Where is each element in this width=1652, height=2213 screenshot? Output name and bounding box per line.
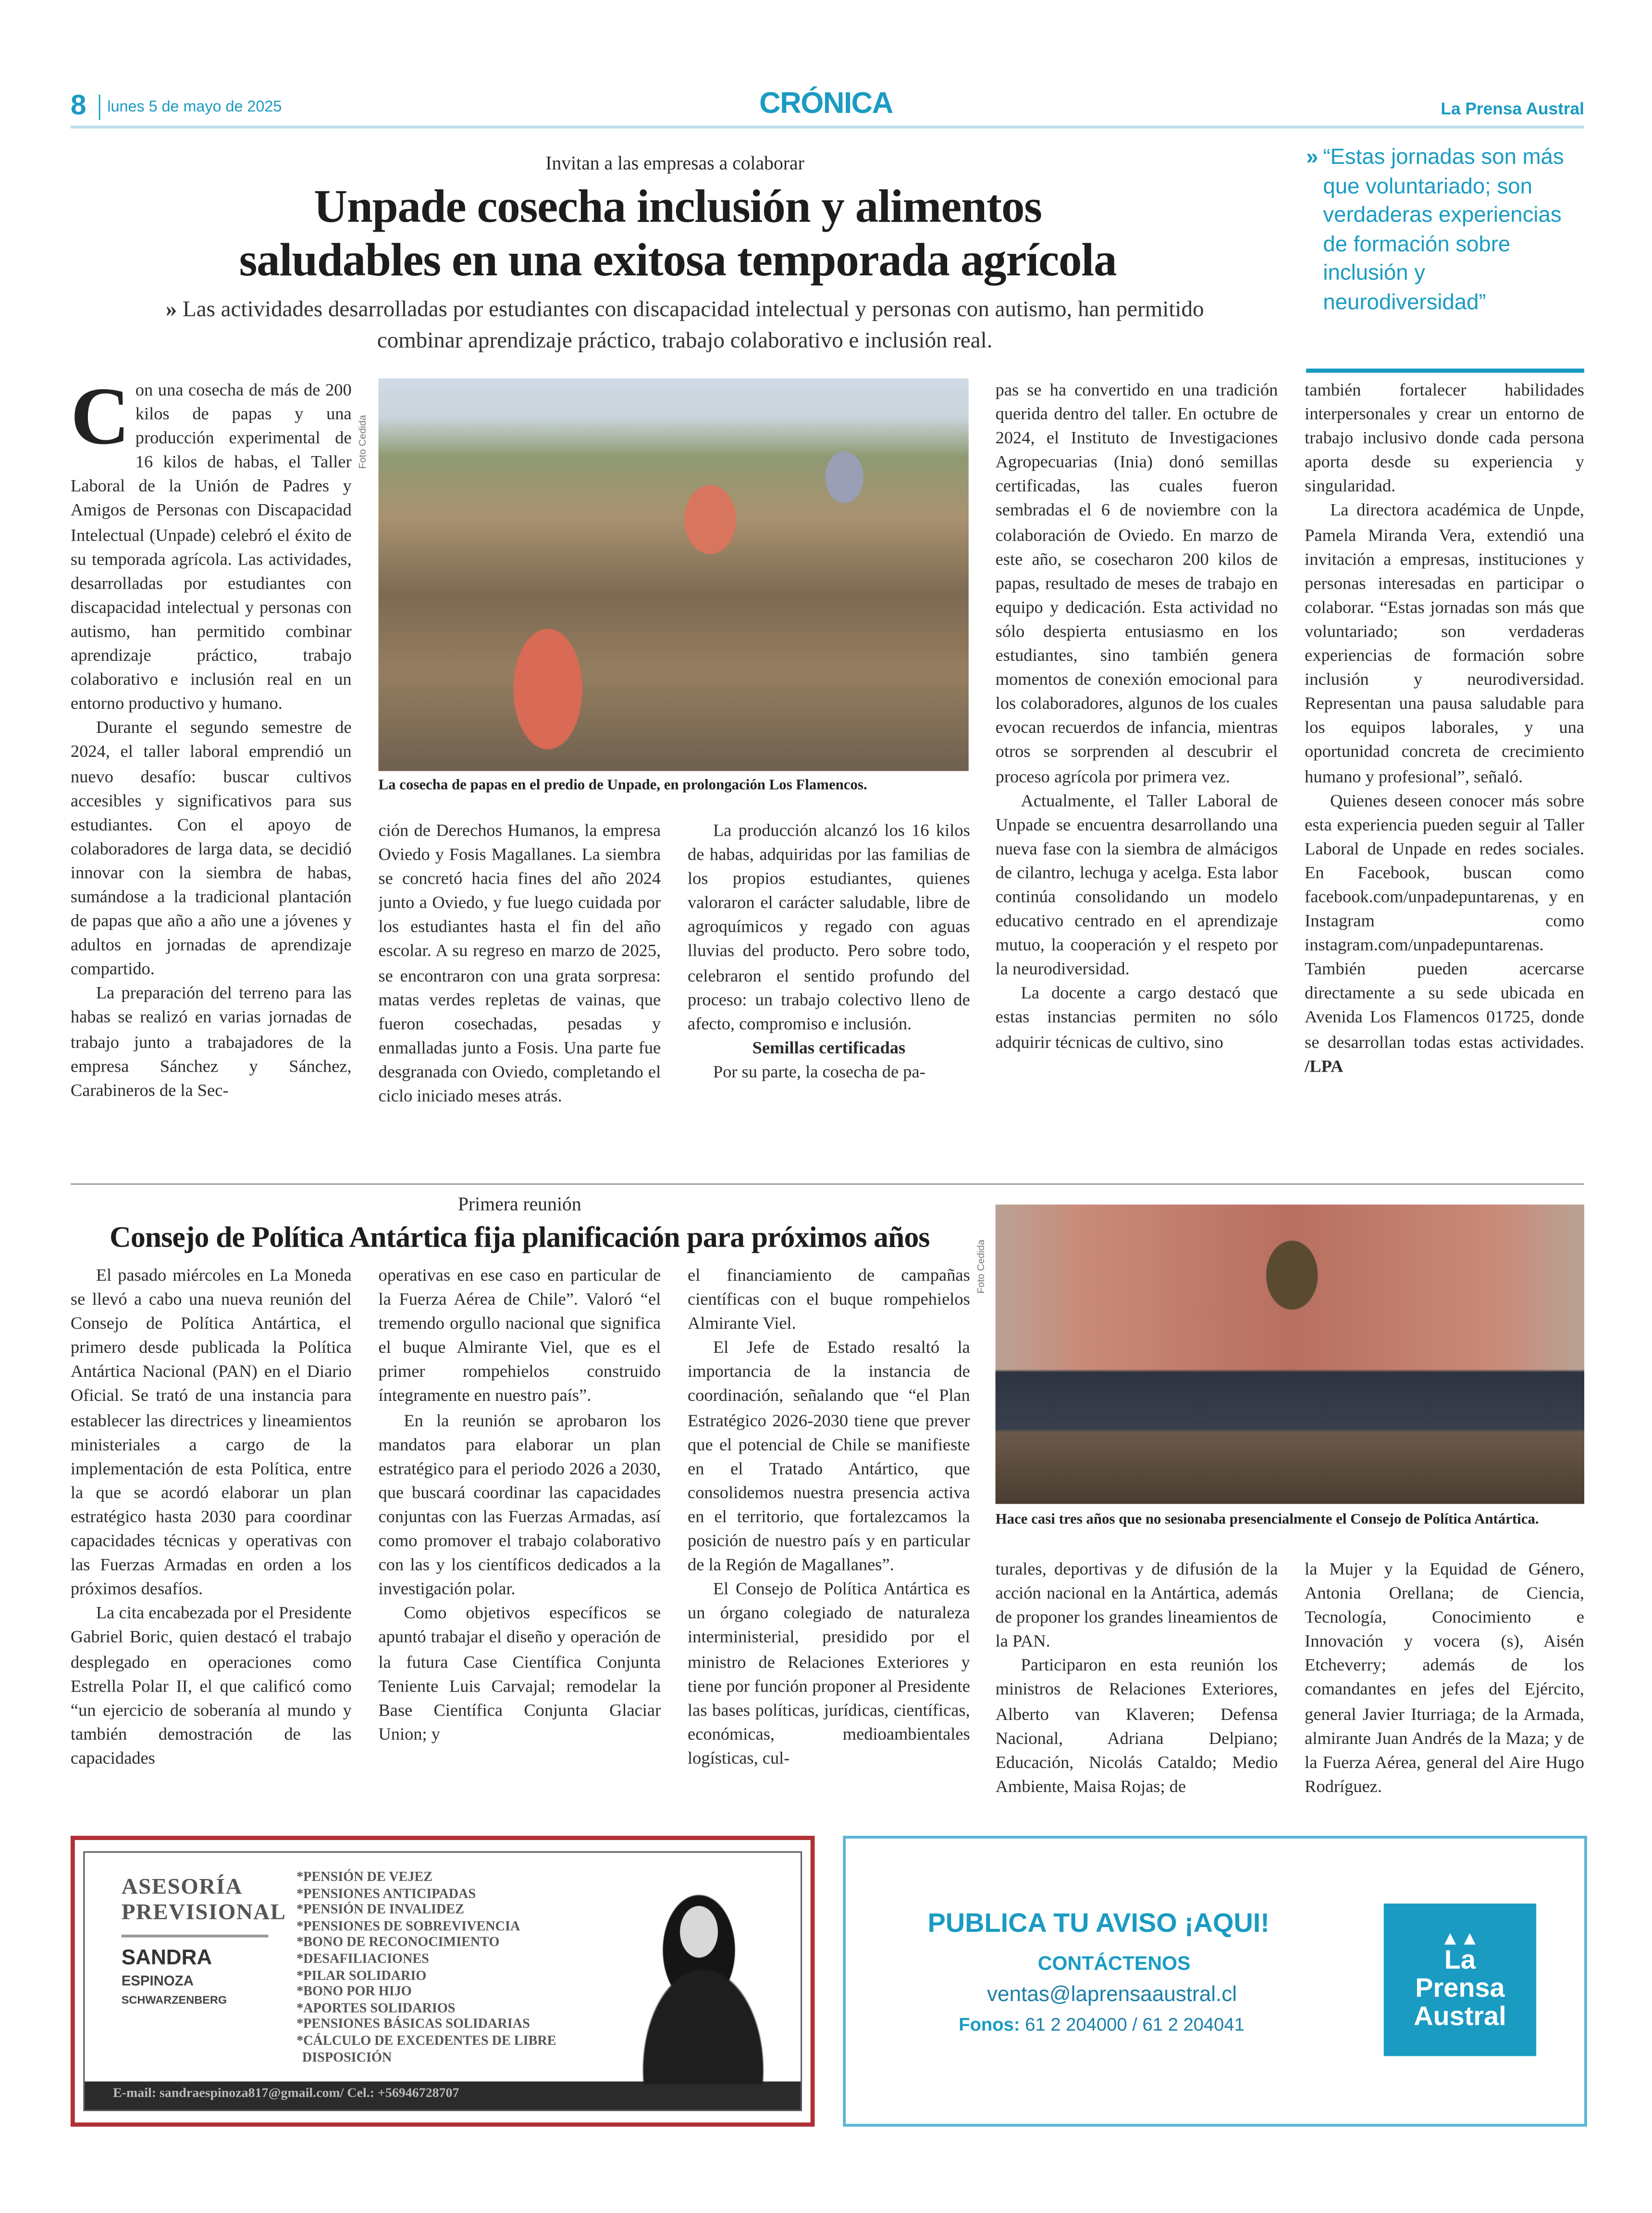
headline-line-2: saludables en una exitosa temporada agrícola: [239, 235, 1117, 287]
paragraph: El Consejo de Política Antártica es un órgano colegiado de naturaleza interministerial, presidido por el ministro de Relaciones Exteriores y tiene por función proponer al Presidente las bases políticas, jurídicas, científicas, económicas, medioambientales logísticas, cul-: [688, 1579, 970, 1768]
phone-numbers: 61 2 204000 / 61 2 204041: [1025, 2014, 1245, 2035]
logo-text: Austral: [1414, 2002, 1506, 2032]
paragraph: Como objetivos específicos se apuntó trabajar el diseño y operación de la futura Case Científica Conjunta Teniente Luis Carvajal; remodelar la Base Científica Conjunta Glaciar Union; y: [378, 1603, 661, 1744]
paragraph: on una cosecha de más de 200 kilos de papas y una producción experimental de 16 kilos de habas, el Taller Laboral de la Unión de Padres y Amigos de Personas con Discapacidad Intelectual (Unpade) celebró el éxito de su temporada agrícola. Las actividades, desarrolladas por estudiantes con discapacidad intelectual y personas con autismo, han permitido combinar aprendizaje práctico, trabajo colaborativo e inclusión real en un entorno productivo y humano.: [70, 380, 352, 714]
pull-quote: [1306, 144, 1581, 318]
pull-quote-rule: [1306, 369, 1584, 373]
ad-rule: [122, 1935, 269, 1938]
article1-headline: [85, 181, 1270, 288]
service-item: DISPOSICIÓN: [302, 2050, 392, 2065]
article2-column-4: [996, 1558, 1278, 1815]
paragraph: La directora académica de Unpde, Pamela Miranda Vera, extendió una invitación a empresas, instituciones y personas interesadas en participar o colaborar. “Estas jornadas son más que voluntariado; son verdaderas experiencias de formación sobre inclusión y neurodiversidad. Representan una pausa saludable para los equipos laborales, y una oportunidad concreta de crecimiento humano y profesional”, señaló.: [1305, 500, 1584, 786]
paragraph: también fortalecer habilidades interpersonales y crear un entorno de trabajo inclusivo donde cada persona aporta desde su experiencia y singularidad.: [1305, 380, 1584, 496]
headline-line-1: Unpade cosecha inclusión y alimentos: [314, 182, 1042, 233]
ad-email[interactable]: ventas@laprensaaustral.cl: [987, 1982, 1237, 2007]
paragraph: En la reunión se aprobaron los mandatos para elaborar un plan estratégico para el periodo 2026 a 2030, que buscará coordinar las capacidades conjuntas con las Fuerzas Armadas, así como promover el trabajo colaborativo con las y los científicos dedicados a la investigación polar.: [378, 1410, 661, 1599]
service-item: *APORTES SOLIDARIOS: [296, 2001, 456, 2016]
deck-text: Las actividades desarrolladas por estudiantes con discapacidad intelectual y personas con autismo, han permitido combinar aprendizaje práctico, trabajo colaborativo e inclusión real.: [183, 298, 1204, 353]
la-prensa-austral-logo: [1384, 1904, 1536, 2056]
paragraph: el financiamiento de campañas científicas con el buque rompehielos Almirante Viel.: [688, 1265, 970, 1334]
paragraph: turales, deportivas y de difusión de la acción nacional en la Antártica, además de proponer los grandes lineamientos de la PAN.: [995, 1559, 1278, 1651]
drop-cap: C: [70, 378, 130, 462]
page-number: 8: [70, 90, 86, 122]
ad-contact: E-mail: sandraespinoza817@gmail.com/ Cel.: +56946728707: [113, 2087, 459, 2102]
ad-title-line: PREVISIONAL: [121, 1901, 286, 1925]
ad-contact-bar: [85, 2081, 801, 2110]
services-list: [296, 1870, 600, 2066]
service-item: *PENSIÓN DE VEJEZ: [296, 1869, 433, 1885]
paragraph: Participaron en esta reunión los ministros de Relaciones Exteriores, Alberto van Klaveren; Defensa Nacional, Adriana Delpiano; Educación, Nicolás Cataldo; Medio Ambiente, Maisa Rojas; de: [995, 1656, 1278, 1796]
header-separator: [99, 95, 100, 120]
article2-column-2: [379, 1264, 661, 1815]
article1-kicker: Invitan a las empresas a colaborar: [545, 152, 804, 174]
logo-text: La: [1444, 1946, 1476, 1976]
paragraph: operativas en ese caso en particular de la Fuerza Aérea de Chile”. Valoró “el tremendo orgullo nacional que significa el buque Almirante Viel, que es el primer rompehielos construido íntegramente en nuestro país”.: [378, 1265, 661, 1406]
paragraph: La producción alcanzó los 16 kilos de habas, adquiridas por las familias de los propios estudiantes, quienes valoraron el carácter saludable, libre de agroquímicos y regado con aguas lluvias del producto. Pero sobre todo, celebraron el sentido profundo del proceso: un trabajo colectivo lleno de afecto, compromiso e inclusión.: [688, 820, 970, 1034]
article2-headline: Consejo de Política Antártica fija planificación para próximos años: [110, 1220, 930, 1254]
article1-column-3: [688, 819, 970, 1169]
paragraph: El Jefe de Estado resaltó la importancia de la instancia de coordinación, señalando que “el Plan Estratégico 2026-2030 tiene que prever que el potencial de Chile se manifieste en el Tratado Antártico, que consolidemos nuestra presencia activa en el territorio, que fortalezcamos la posición de nuestro país y en particular de la Región de Magallanes”.: [688, 1337, 970, 1575]
advisor-surname-2: SCHWARZENBERG: [121, 1994, 227, 2007]
subheading: Semillas certificadas: [752, 1038, 906, 1058]
brand-name: La Prensa Austral: [1441, 99, 1584, 119]
logo-text: Prensa: [1415, 1974, 1505, 2004]
ad-title-line: ASESORÍA: [121, 1875, 243, 1900]
paragraph: Actualmente, el Taller Laboral de Unpade se encuentra desarrollando una nueva fase con la siembra de almácigos de cilantro, lechuga y acelga. Esta labor continúa consolidando un modelo educativo centrado en el aprendizaje mutuo, la cooperación y el respeto por la neurodiversidad.: [995, 790, 1278, 979]
service-item: *PENSIÓN DE INVALIDEZ: [296, 1902, 464, 1918]
paragraph: La preparación del terreno para las habas se realizó en varias jornadas de trabajo junto a trabajadores de la empresa Sánchez y Sánchez, Carabineros de la Sec-: [70, 983, 352, 1100]
article2-column-1: [71, 1264, 352, 1815]
article1-column-2: [379, 819, 661, 1169]
ad-title: [122, 1875, 286, 1926]
pull-quote-text: “Estas jornadas son más que voluntariado; son verdaderas experiencias de formación sobre inclusión y neurodiversidad”: [1323, 145, 1564, 314]
service-item: *PENSIONES ANTICIPADAS: [296, 1886, 476, 1902]
service-item: *BONO POR HIJO: [296, 1984, 412, 2000]
section-title: CRÓNICA: [759, 87, 893, 120]
article2-column-3: [688, 1264, 970, 1815]
article1-column-5: [1305, 379, 1584, 1170]
paragraph: Por su parte, la cosecha de pa-: [713, 1062, 925, 1082]
service-item: *PILAR SOLIDARIO: [296, 1967, 427, 1984]
article-divider: [71, 1183, 1584, 1185]
paragraph: La cita encabezada por el Presidente Gabriel Boric, quien destacó el trabajo desplegado en operaciones como Estrella Polar II, el que calificó como “un ejercicio de soberanía al mundo y también demostración de las capacidades: [70, 1603, 352, 1768]
paragraph: la Mujer y la Equidad de Género, Antonia Orellana; de Ciencia, Tecnología, Conocimiento e Innovación y vocera (s), Aisén Etcheverry; además de los comandantes en jefes del Ejército, general Javier Iturriaga; de la Armada, almirante Juan Andrés de la Maza; y de la Fuerza Aérea, general del Aire Hugo Rodríguez.: [1305, 1559, 1584, 1796]
service-item: *PENSIONES DE SOBREVIVENCIA: [296, 1918, 520, 1935]
ad-phones: [959, 2014, 1245, 2035]
paragraph: Durante el segundo semestre de 2024, el taller laboral emprendió un nuevo desafío: buscar cultivos accesibles y significativos para sus estudiantes. Con el apoyo de colaboradores de larga data, se decidió innovar con la siembra de habas, sumándose a la tradicional plantación de papas que año a año une a jóvenes y adultos en jornadas de aprendizaje compartido.: [70, 717, 352, 979]
paragraph: pas se ha convertido en una tradición querida dentro del taller. En octubre de 2024, el Instituto de Investigaciones Agropecuarias (Inia) donó semillas certificadas, las cuales fueron sembradas el 6 de noviembre con la colaboración de Oviedo. En marzo de este año, se cosecharon 200 kilos de papas, resultado de meses de trabajo en equipo y dedicación. Esta actividad no sólo despierta entusiasmo en los estudiantes, sino también genera momentos de conexión emocional para los colaboradores, algunos de los cuales evocan recuerdos de infancia, mientras otros se sorprenden al descubrir el proceso agrícola por primera vez.: [995, 380, 1278, 786]
paragraph: [1305, 789, 1584, 1078]
advisor-first-name: SANDRA: [121, 1946, 212, 1970]
chevron-icon: »: [1306, 145, 1319, 170]
service-item: *DESAFILIACIONES: [296, 1951, 429, 1967]
paragraph-text: Quienes deseen conocer más sobre esta experiencia pueden seguir al Taller Laboral de Unpade en redes sociales. En Facebook, buscan como facebook.com/unpadepuntarenas, y en Instagram como instagram.com/unpadepuntarenas. También pueden acercarse directamente a su sede ubicada en Avenida Los Flamencos 01725, donde se desarrollan todas estas actividades.: [1305, 790, 1584, 1051]
photo-credit: Foto Cedida: [358, 415, 369, 469]
article2-column-5: [1305, 1558, 1584, 1815]
council-meeting-photo: [996, 1205, 1584, 1504]
pension-advisory-ad[interactable]: [71, 1836, 815, 2126]
paragraph: La docente a cargo destacó que estas instancias permiten no sólo adquirir técnicas de cultivo, sino: [995, 983, 1278, 1051]
article1-column-4: [996, 379, 1278, 1170]
photo-credit: Foto Cedida: [977, 1239, 987, 1294]
header-rule: [71, 126, 1584, 129]
chevron-icon: »: [165, 298, 177, 322]
photo-caption: Hace casi tres años que no sesionaba presencialmente el Consejo de Política Antártica.: [995, 1512, 1539, 1528]
issue-date: lunes 5 de mayo de 2025: [107, 99, 282, 116]
article1-column-1: [71, 379, 352, 1170]
paragraph: El pasado miércoles en La Moneda se llevó a cabo una nueva reunión del Consejo de Política Antártica, el primero desde publicada la Política Antártica Nacional (PAN) en el Diario Oficial. Se trató de una instancia para establecer las directrices y lineamientos ministeriales a cargo de la implementación de esta Política, entre la que se acordó elaborar un plan estratégico hasta 2030 para coordinar capacidades técnicas y operativas con las Fuerzas Armadas en orden a los próximos desafíos.: [70, 1265, 352, 1599]
paragraph: ción de Derechos Humanos, la empresa Oviedo y Fosis Magallanes. La siembra se concretó hacia fines del año 2024 junto a Oviedo, y fue luego cuidada por los estudiantes hasta el fin del año escolar. A su regreso en marzo de 2025, se encontraron con una grata sorpresa: matas verdes repletas de vainas, que fueron cosechadas, pesadas y enmalladas junto a Fosis. Una parte fue desgranada con Oviedo, completando el ciclo iniciado meses atrás.: [378, 820, 661, 1106]
service-item: *CÁLCULO DE EXCEDENTES DE LIBRE: [296, 2033, 556, 2049]
ad-headline: PUBLICA TU AVISO ¡AQUI!: [927, 1909, 1270, 1939]
phones-label: Fonos:: [959, 2014, 1020, 2035]
harvest-photo: [379, 379, 969, 771]
service-item: *BONO DE RECONOCIMIENTO: [296, 1935, 500, 1951]
author-signature: /LPA: [1305, 1055, 1344, 1076]
contact-label: CONTÁCTENOS: [1037, 1952, 1191, 1975]
article1-deck: [141, 295, 1229, 357]
article2-kicker: Primera reunión: [457, 1193, 581, 1215]
publish-ad-box[interactable]: [843, 1836, 1587, 2126]
mountain-icon: ▲▲: [1440, 1926, 1480, 1949]
service-item: *PENSIONES BÁSICAS SOLIDARIAS: [296, 2017, 530, 2033]
photo-caption: La cosecha de papas en el predio de Unpade, en prolongación Los Flamencos.: [378, 778, 867, 794]
advisor-surname-1: ESPINOZA: [121, 1974, 194, 1990]
advisor-portrait: [611, 1872, 795, 2084]
